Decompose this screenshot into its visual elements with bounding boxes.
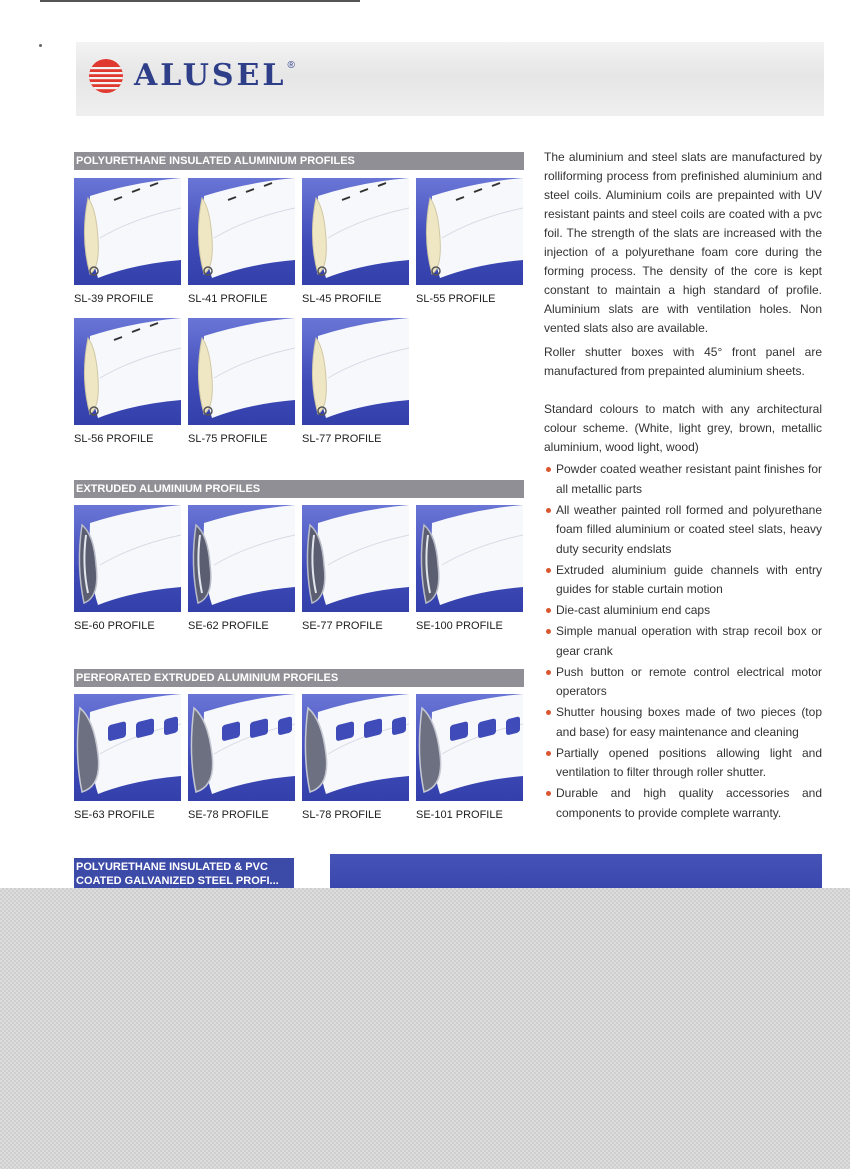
- profile-image: [74, 694, 181, 801]
- section-title-polyurethane: POLYURETHANE INSULATED ALUMINIUM PROFILES: [74, 152, 524, 170]
- feature-item: Die-cast aluminium end caps: [544, 601, 822, 621]
- slat-illustration-icon: [188, 178, 295, 285]
- scan-blank-area: [0, 888, 850, 1169]
- scan-top-line: [40, 0, 360, 2]
- feature-list: [544, 460, 822, 825]
- slat-illustration-icon: [74, 318, 181, 425]
- profile-image: [188, 178, 295, 285]
- slat-illustration-icon: [302, 318, 409, 425]
- profile-label: SE-78 PROFILE: [188, 809, 269, 821]
- feature-item: Powder coated weather resistant paint finishes for all metallic parts: [544, 460, 822, 499]
- profile-label: SL-41 PROFILE: [188, 293, 268, 305]
- profile-tile: [74, 318, 181, 445]
- slat-illustration-icon: [416, 694, 523, 801]
- slat-illustration-icon: [188, 505, 295, 612]
- profile-image: [188, 694, 295, 801]
- profile-tile: [188, 178, 295, 305]
- profile-label: SE-60 PROFILE: [74, 620, 155, 632]
- profile-image: [302, 505, 409, 612]
- profile-label: SE-63 PROFILE: [74, 809, 155, 821]
- slat-illustration-icon: [188, 694, 295, 801]
- profile-image: [74, 505, 181, 612]
- profile-label: SL-45 PROFILE: [302, 293, 382, 305]
- profile-image: [188, 505, 295, 612]
- registered-mark: ®: [287, 60, 295, 71]
- profile-image: [302, 178, 409, 285]
- slat-illustration-icon: [302, 505, 409, 612]
- profile-label: SE-62 PROFILE: [188, 620, 269, 632]
- profile-tile: [302, 505, 409, 632]
- profile-image: [188, 318, 295, 425]
- profile-label: SL-75 PROFILE: [188, 433, 268, 445]
- description-paragraph-2: Roller shutter boxes with 45° front panel are manufactured from prepainted aluminium sheets.: [544, 345, 822, 378]
- profile-label: SE-77 PROFILE: [302, 620, 383, 632]
- profile-label: SL-39 PROFILE: [74, 293, 154, 305]
- profile-tile: [74, 694, 181, 821]
- profile-image: [416, 694, 523, 801]
- profile-image: [302, 318, 409, 425]
- feature-item: Shutter housing boxes made of two pieces (top and base) for easy maintenance and cleaning: [544, 703, 822, 742]
- section-title-perforated: PERFORATED EXTRUDED ALUMINIUM PROFILES: [74, 669, 524, 687]
- profile-label: SL-55 PROFILE: [416, 293, 496, 305]
- feature-item: Partially opened positions allowing light and ventilation to filter through roller shutter.: [544, 744, 822, 783]
- profile-label: SE-100 PROFILE: [416, 620, 503, 632]
- profile-tile: [188, 694, 295, 821]
- profile-image: [302, 694, 409, 801]
- profile-tile: [302, 694, 409, 821]
- feature-item: Simple manual operation with strap recoil box or gear crank: [544, 622, 822, 661]
- feature-item: Durable and high quality accessories and components to provide complete warranty.: [544, 784, 822, 823]
- profile-tile: [188, 505, 295, 632]
- slat-illustration-icon: [74, 694, 181, 801]
- profile-image: [74, 318, 181, 425]
- feature-item: Extruded aluminium guide channels with entry guides for stable curtain motion: [544, 561, 822, 600]
- description-paragraph-3: Standard colours to match with any architectural colour scheme. (White, light grey, brown, metallic aluminium, wood light, wood): [544, 402, 822, 454]
- slat-illustration-icon: [302, 178, 409, 285]
- profile-tile: [416, 505, 523, 632]
- profile-tile: [74, 505, 181, 632]
- profile-image: [74, 178, 181, 285]
- bottom-blue-banner: [330, 854, 822, 888]
- profile-tile: [74, 178, 181, 305]
- section-title-extruded: EXTRUDED ALUMINIUM PROFILES: [74, 480, 524, 498]
- profile-tile: [302, 178, 409, 305]
- brand-logo: [88, 58, 295, 94]
- header-band: [76, 42, 824, 116]
- slat-illustration-icon: [416, 178, 523, 285]
- slat-illustration-icon: [302, 694, 409, 801]
- profile-tile: [302, 318, 409, 445]
- slat-illustration-icon: [416, 505, 523, 612]
- brand-name: ALUSEL: [134, 58, 287, 93]
- profile-label: SL-56 PROFILE: [74, 433, 154, 445]
- profile-tile: [416, 178, 523, 305]
- slat-illustration-icon: [188, 318, 295, 425]
- profile-label: SL-78 PROFILE: [302, 809, 382, 821]
- description-paragraph-1: The aluminium and steel slats are manufactured by rolliforming process from prefinished aluminium and steel coils. Aluminium coils are prepainted with UV resistant paints and steel coils are coated with a pvc foil. The strength of the slats are increased with the injection of a polyurethane foam core during the forming process. The density of the core is kept constant to maintain a high standard of profile. Aluminium slats are with ventilation holes. Non vented slats also are available.: [544, 150, 822, 335]
- profile-tile: [416, 694, 523, 821]
- section-title-pvc-steel: POLYURETHANE INSULATED & PVC COATED GALVANIZED STEEL PROFI...: [74, 858, 294, 888]
- profile-label: SL-77 PROFILE: [302, 433, 382, 445]
- feature-item: All weather painted roll formed and polyurethane foam filled aluminium or coated steel slats, heavy duty security endslats: [544, 501, 822, 560]
- alusel-logo-icon: [88, 58, 124, 94]
- slat-illustration-icon: [74, 178, 181, 285]
- profile-tile: [188, 318, 295, 445]
- profile-image: [416, 178, 523, 285]
- profile-label: SE-101 PROFILE: [416, 809, 503, 821]
- profile-image: [416, 505, 523, 612]
- feature-item: Push button or remote control electrical motor operators: [544, 663, 822, 702]
- scan-dot: [39, 44, 42, 47]
- slat-illustration-icon: [74, 505, 181, 612]
